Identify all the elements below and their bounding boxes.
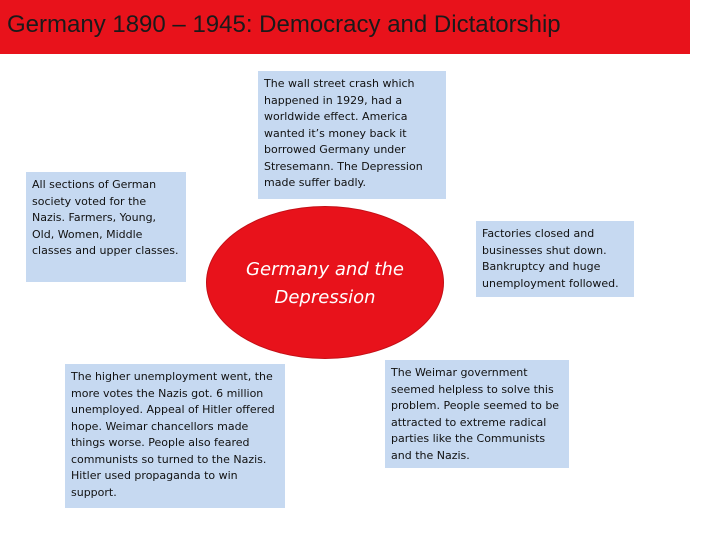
slide-title: Germany 1890 – 1945: Democracy and Dictatorship <box>7 11 561 38</box>
title-bar <box>0 0 690 54</box>
note-weimar-government: The Weimar government seemed helpless to solve this problem. People seemed to be attracted to extreme radical parties like the Communists and the Nazis. <box>385 360 569 468</box>
note-wall-street-crash: The wall street crash which happened in 1929, had a worldwide effect. America wanted it’s money back it borrowed Germany under Stresemann. The Depression made suffer badly. <box>258 71 446 199</box>
note-society-voters: All sections of German society voted for the Nazis. Farmers, Young, Old, Women, Middle classes and upper classes. <box>26 172 186 282</box>
central-topic-label: Germany and the Depression <box>246 259 404 308</box>
note-factories-closed: Factories closed and businesses shut down. Bankruptcy and huge unemployment followed. <box>476 221 634 297</box>
note-unemployment-votes: The higher unemployment went, the more votes the Nazis got. 6 million unemployed. Appeal of Hitler offered hope. Weimar chancellors made things worse. People also feared communists so turned to the Nazis. Hitler used propaganda to win support. <box>65 364 285 508</box>
